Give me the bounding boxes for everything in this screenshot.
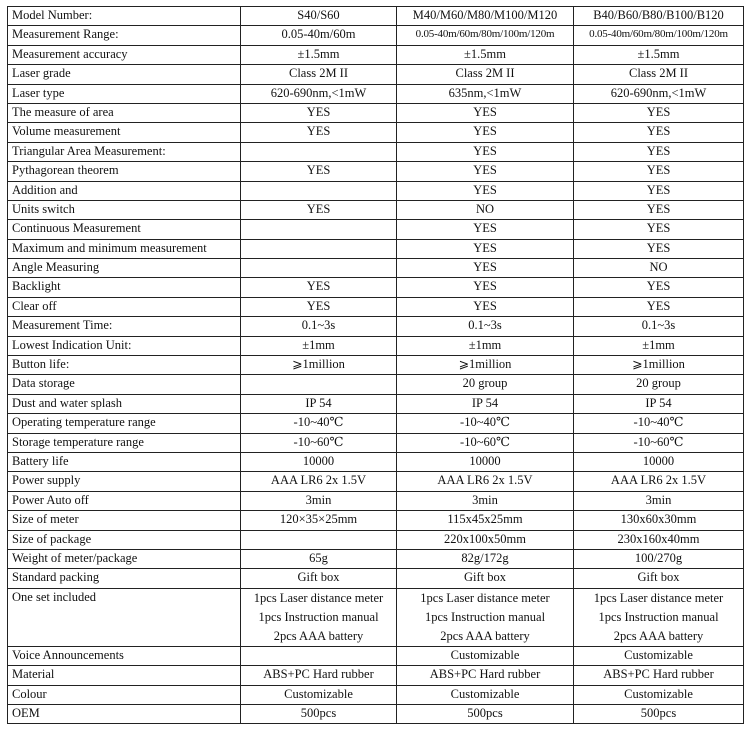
value-m: 0.05-40m/60m/80m/100m/120m [397,26,574,45]
value-b: -10~40℃ [574,414,744,433]
value-b: Gift box [574,569,744,588]
set-item: 1pcs Instruction manual [598,609,719,624]
value-b: 3min [574,491,744,510]
value-m: IP 54 [397,394,574,413]
row-label: Size of package [8,530,241,549]
value-b: 20 group [574,375,744,394]
value-s: 500pcs [241,704,397,723]
value-b: ±1.5mm [574,45,744,64]
value-m: YES [397,162,574,181]
value-m: YES [397,123,574,142]
value-m: Customizable [397,646,574,665]
value-m: YES [397,278,574,297]
table-row [8,45,744,64]
row-label: Standard packing [8,569,241,588]
value-s: 620-690nm,<1mW [241,84,397,103]
value-b: ±1mm [574,336,744,355]
value-b: YES [574,278,744,297]
row-label: Angle Measuring [8,259,241,278]
row-label: Measurement Range: [8,26,241,45]
row-label: Material [8,666,241,685]
value-s [241,239,397,258]
value-m: -10~40℃ [397,414,574,433]
table-row [8,162,744,181]
value-m: 20 group [397,375,574,394]
table-row [8,685,744,704]
value-s: Gift box [241,569,397,588]
value-m: YES [397,297,574,316]
value-b: YES [574,200,744,219]
row-label: Colour [8,685,241,704]
value-m: 10000 [397,452,574,471]
value-s: Class 2M II [241,65,397,84]
value-m: AAA LR6 2x 1.5V [397,472,574,491]
set-item: 2pcs AAA battery [273,628,364,643]
value-s: 0.05-40m/60m [241,26,397,45]
value-s: 120×35×25mm [241,511,397,530]
value-b: -10~60℃ [574,433,744,452]
value-s: 65g [241,549,397,568]
value-s: AAA LR6 2x 1.5V [241,472,397,491]
table-row [8,84,744,103]
spec-table [7,6,744,724]
table-row [8,394,744,413]
row-label: Data storage [8,375,241,394]
row-label: Addition and [8,181,241,200]
value-m: 635nm,<1mW [397,84,574,103]
value-s [241,530,397,549]
table-row [8,65,744,84]
row-label: Storage temperature range [8,433,241,452]
table-row [8,472,744,491]
row-label: Button life: [8,356,241,375]
value-s: -10~40℃ [241,414,397,433]
value-b: YES [574,123,744,142]
row-label: Measurement Time: [8,317,241,336]
value-b: IP 54 [574,394,744,413]
value-s [241,220,397,239]
row-label: Triangular Area Measurement: [8,142,241,161]
row-label: Pythagorean theorem [8,162,241,181]
row-label: Power Auto off [8,491,241,510]
value-s: 0.1~3s [241,317,397,336]
value-m: NO [397,200,574,219]
table-row [8,103,744,122]
value-b: Class 2M II [574,65,744,84]
value-b [574,588,744,646]
value-m: Customizable [397,685,574,704]
table-row [8,123,744,142]
value-s: YES [241,297,397,316]
table-row [8,181,744,200]
value-b: YES [574,103,744,122]
table-row [8,452,744,471]
value-s [241,181,397,200]
table-row [8,549,744,568]
header-model-s: S40/S60 [241,7,397,26]
value-m: ABS+PC Hard rubber [397,666,574,685]
value-m: ⩾1million [397,356,574,375]
value-s [241,588,397,646]
value-s: 10000 [241,452,397,471]
row-label: Size of meter [8,511,241,530]
value-b: YES [574,220,744,239]
table-row [8,704,744,723]
value-b: Customizable [574,646,744,665]
value-m: YES [397,259,574,278]
value-b: 620-690nm,<1mW [574,84,744,103]
spec-table-body [8,7,744,724]
row-label: The measure of area [8,103,241,122]
value-s: ABS+PC Hard rubber [241,666,397,685]
value-s: YES [241,278,397,297]
value-b: 500pcs [574,704,744,723]
table-row [8,336,744,355]
table-row [8,511,744,530]
value-s: Customizable [241,685,397,704]
table-row [8,142,744,161]
row-label: Operating temperature range [8,414,241,433]
row-label: Units switch [8,200,241,219]
value-b: 230x160x40mm [574,530,744,549]
row-label: Weight of meter/package [8,549,241,568]
value-s: YES [241,200,397,219]
value-m [397,588,574,646]
table-row [8,375,744,394]
row-label: Dust and water splash [8,394,241,413]
value-s: IP 54 [241,394,397,413]
row-label: Backlight [8,278,241,297]
table-row [8,433,744,452]
table-row [8,569,744,588]
table-row [8,530,744,549]
table-row [8,220,744,239]
value-b: YES [574,142,744,161]
value-b: NO [574,259,744,278]
table-row [8,317,744,336]
row-label: Voice Announcements [8,646,241,665]
table-row [8,26,744,45]
table-row [8,666,744,685]
value-b: 0.1~3s [574,317,744,336]
row-label: Clear off [8,297,241,316]
value-s: YES [241,103,397,122]
row-label: Volume measurement [8,123,241,142]
value-m: Gift box [397,569,574,588]
value-m: 115x45x25mm [397,511,574,530]
value-s: YES [241,123,397,142]
value-m: ±1.5mm [397,45,574,64]
value-s [241,259,397,278]
value-b: ABS+PC Hard rubber [574,666,744,685]
row-label: Power supply [8,472,241,491]
value-s: -10~60℃ [241,433,397,452]
header-row [8,7,744,26]
table-row [8,239,744,258]
set-item: 1pcs Laser distance meter [593,590,724,605]
value-b: YES [574,239,744,258]
table-row [8,200,744,219]
value-s: 3min [241,491,397,510]
value-b: YES [574,162,744,181]
set-item: 1pcs Instruction manual [424,609,546,624]
row-label: Maximum and minimum measurement [8,239,241,258]
value-s: YES [241,162,397,181]
value-m: 3min [397,491,574,510]
value-m: 500pcs [397,704,574,723]
value-b: Customizable [574,685,744,704]
value-m: YES [397,181,574,200]
set-item: 1pcs Laser distance meter [253,590,384,605]
row-label: One set included [8,588,241,646]
value-s [241,375,397,394]
value-b: YES [574,297,744,316]
table-row [8,356,744,375]
value-m: YES [397,142,574,161]
value-b: YES [574,181,744,200]
table-row [8,646,744,665]
value-m: 0.1~3s [397,317,574,336]
value-m: YES [397,239,574,258]
row-label: Lowest Indication Unit: [8,336,241,355]
value-b: ⩾1million [574,356,744,375]
row-label: Battery life [8,452,241,471]
row-label: OEM [8,704,241,723]
set-item: 1pcs Instruction manual [258,609,379,624]
table-row [8,297,744,316]
value-s: ⩾1million [241,356,397,375]
value-s: ±1.5mm [241,45,397,64]
set-item: 2pcs AAA battery [440,628,530,643]
value-m: 220x100x50mm [397,530,574,549]
value-m: -10~60℃ [397,433,574,452]
value-b: 130x60x30mm [574,511,744,530]
value-s [241,142,397,161]
header-model-b: B40/B60/B80/B100/B120 [574,7,744,26]
row-label: Laser grade [8,65,241,84]
value-m: ±1mm [397,336,574,355]
value-s: ±1mm [241,336,397,355]
header-model-m: M40/M60/M80/M100/M120 [397,7,574,26]
value-b: AAA LR6 2x 1.5V [574,472,744,491]
table-row [8,491,744,510]
value-b: 0.05-40m/60m/80m/100m/120m [574,26,744,45]
set-item: 1pcs Laser distance meter [420,590,550,605]
table-row [8,414,744,433]
table-row [8,278,744,297]
value-b: 10000 [574,452,744,471]
row-label: Measurement accuracy [8,45,241,64]
value-s [241,646,397,665]
value-m: YES [397,220,574,239]
table-row [8,259,744,278]
value-m: 82g/172g [397,549,574,568]
value-m: Class 2M II [397,65,574,84]
value-b: 100/270g [574,549,744,568]
row-label: Continuous Measurement [8,220,241,239]
set-item: 2pcs AAA battery [613,628,704,643]
header-label: Model Number: [8,7,241,26]
value-m: YES [397,103,574,122]
table-row-one-set [8,588,744,646]
row-label: Laser type [8,84,241,103]
